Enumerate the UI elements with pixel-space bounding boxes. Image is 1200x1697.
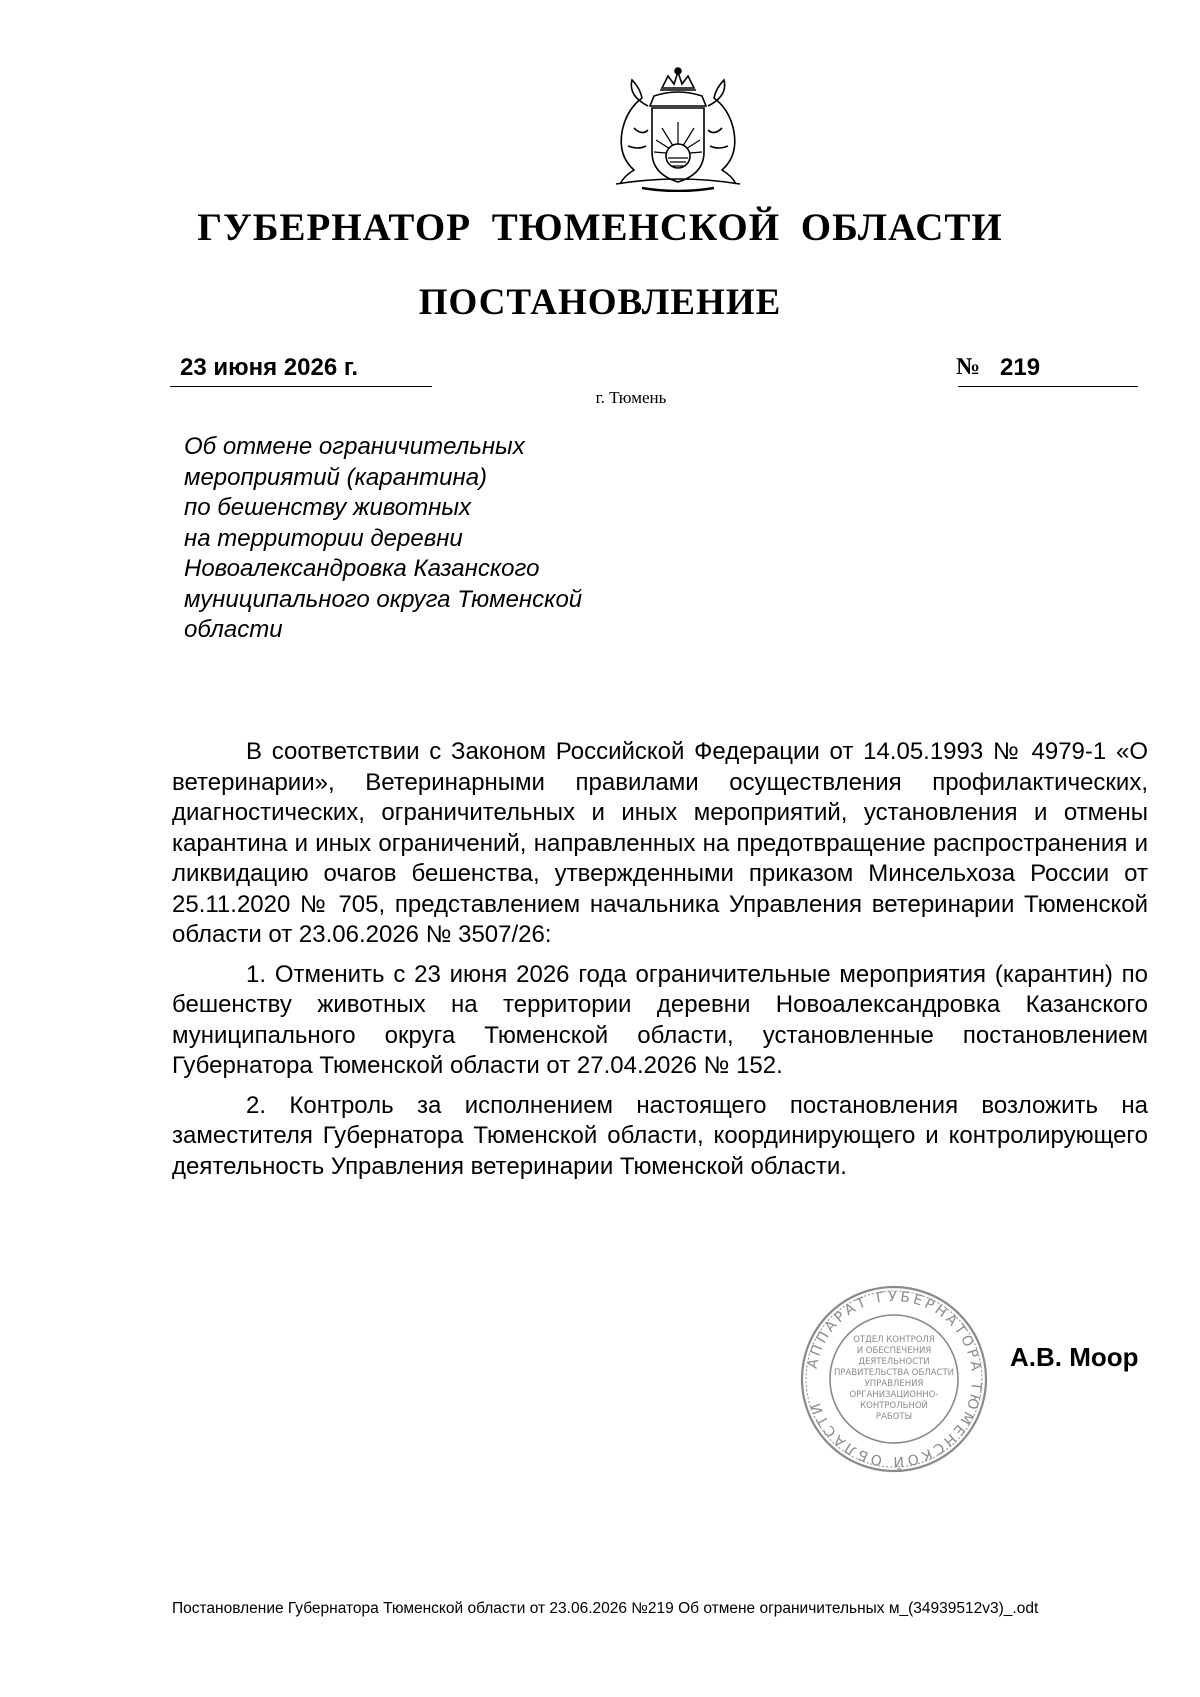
subject-line: области xyxy=(184,616,283,643)
document-body xyxy=(172,737,1148,1191)
seal-inner-line: ПРАВИТЕЛЬСТВА ОБЛАСТИ xyxy=(834,1368,954,1378)
signatory-name: А.В. Моор xyxy=(1010,1342,1139,1372)
document-number: 219 xyxy=(1000,354,1041,381)
resolution-item: 1. Отменить с 23 июня 2026 года ограничительные мероприятия (карантин) по бешенству животных на территории деревни Новоалександровка Казанского муниципального округа Тюменской области, установленные постановлением Губернатора Тюменской области от 27.04.2026 № 152. xyxy=(172,960,1148,1079)
subject-line: муниципального округа Тюменской xyxy=(184,585,583,613)
coat-of-arms-emblem xyxy=(598,66,758,192)
document-date: 23 июня 2026 г. xyxy=(180,354,359,381)
number-sign: № xyxy=(956,354,981,380)
seal-inner-line: КОНТРОЛЬНОЙ xyxy=(860,1401,928,1411)
seal-inner-line: И ОБЕСПЕЧЕНИЯ xyxy=(856,1346,932,1356)
subject-line: по бешенству животных xyxy=(184,494,472,521)
subject-line: Новоалександровка Казанского xyxy=(184,555,540,582)
seal-inner-line: РАБОТЫ xyxy=(875,1412,913,1422)
seal-inner-line: УПРАВЛЕНИЯ xyxy=(864,1379,924,1389)
issue-city: г. Тюмень xyxy=(595,388,667,407)
subject-line: Об отмене ограничительных xyxy=(184,433,525,460)
document-type: ПОСТАНОВЛЕНИЕ xyxy=(418,282,782,323)
seal-outer-text: АППАРАТ ГУБЕРНАТОРА ТЮМЕНСКОЙ ОБЛАСТИ xyxy=(804,1288,985,1470)
subject-line: на территории деревни xyxy=(184,524,463,552)
number-field-line xyxy=(958,354,1138,387)
subject-line: мероприятий (карантина) xyxy=(184,463,488,491)
official-seal xyxy=(799,1284,989,1474)
document-subject xyxy=(184,432,664,646)
date-field xyxy=(170,354,432,387)
seal-inner-line: ОТДЕЛ КОНТРОЛЯ xyxy=(853,1335,935,1345)
preamble-paragraph: В соответствии с Законом Российской Федерации от 14.05.1993 № 4979-1 «О ветеринарии», Ветеринарными правилами осуществления профилактических, диагностических, ограничительных и иных мероприятий, установления и отмены карантина и иных ограничений, направленных на предотвращение распространения и ликвидацию очагов бешенства, утвержденными приказом Минсельхоза России от 25.11.2020 № 705, представлением начальника Управления ветеринарии Тюменской области от 23.06.2026 № 3507/26: xyxy=(172,738,1148,948)
resolution-item: 2. Контроль за исполнением настоящего постановления возложить на заместителя Губернатора Тюменской области, координирующего и контролирующего деятельность Управления ветеринарии Тюменской области. xyxy=(172,1091,1148,1180)
seal-inner-line: ОРГАНИЗАЦИОННО- xyxy=(849,1390,939,1400)
issuing-authority: ГУБЕРНАТОР ТЮМЕНСКОЙ ОБЛАСТИ xyxy=(197,206,1003,249)
document-footer: Постановление Губернатора Тюменской области от 23.06.2026 №219 Об отмене ограничительных м_(34939512v3)_.odt xyxy=(172,1600,1039,1617)
seal-inner-line: ДЕЯТЕЛЬНОСТИ xyxy=(858,1357,930,1367)
